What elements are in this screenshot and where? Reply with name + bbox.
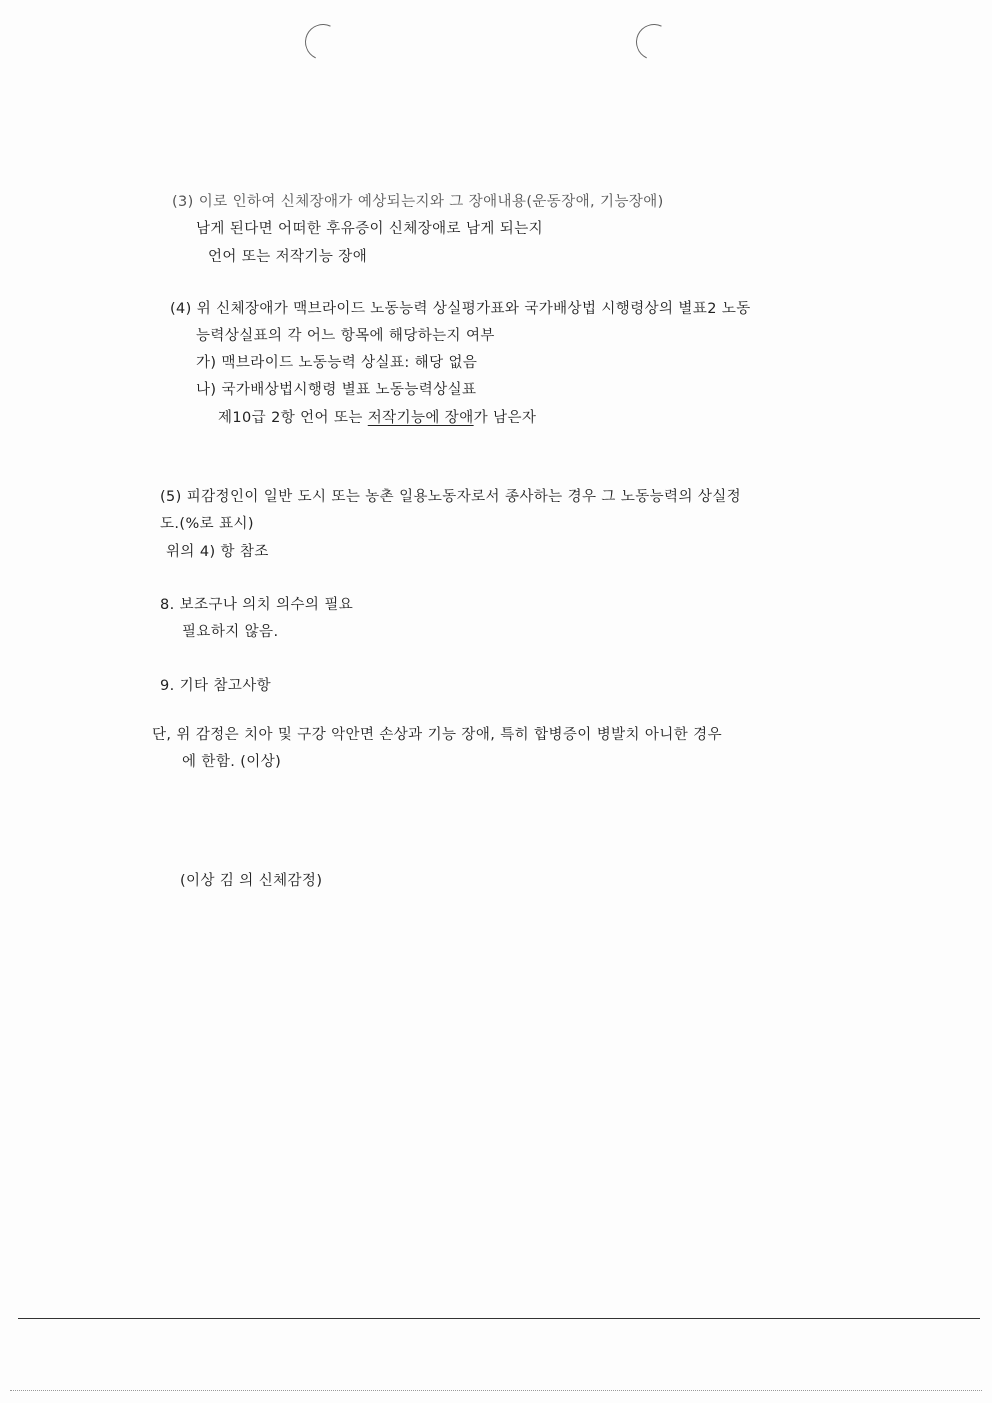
section-8-answer: 필요하지 않음.: [182, 624, 279, 640]
note-line2: 에 한함. (이상): [182, 754, 282, 770]
punch-hole-mark-right: [631, 19, 677, 65]
q4-question-line2: 능력상실표의 각 어느 항목에 해당하는지 여부: [196, 328, 495, 344]
footer-divider: [18, 1318, 980, 1319]
q4-question-line1: (4) 위 신체장애가 맥브라이드 노동능력 상실평가표와 국가배상법 시행령상의 별표2 노동: [170, 301, 751, 317]
q4-item-b-detail-prefix: 제10급 2항 언어 또는: [218, 410, 368, 426]
q3-question-line1: (3) 이로 인하여 신체장애가 예상되는지와 그 장애내용(운동장애, 기능장애): [172, 194, 664, 210]
q3-question-line2: 남게 된다면 어떠한 후유증이 신체장애로 남게 되는지: [196, 221, 544, 237]
section-9-heading: 9. 기타 참고사항: [160, 678, 272, 694]
bottom-scan-noise: [10, 1390, 982, 1391]
punch-hole-mark-left: [300, 19, 346, 65]
q4-item-b-detail-underlined: 저작기능에 장애: [367, 410, 474, 426]
q4-item-a: 가) 맥브라이드 노동능력 상실표: 해당 없음: [196, 355, 478, 371]
q5-question-line2: 도.(%로 표시): [160, 516, 254, 532]
section-8-heading: 8. 보조구나 의치 의수의 필요: [160, 597, 354, 613]
q4-item-b-detail-suffix: 가 남은자: [473, 410, 537, 426]
q3-answer: 언어 또는 저작기능 장애: [208, 249, 368, 265]
closing-statement: (이상 김 의 신체감정): [180, 873, 323, 889]
note-line1: 단, 위 감정은 치아 및 구강 악안면 손상과 기능 장애, 특히 합병증이 병발치 아니한 경우: [152, 727, 722, 743]
q5-answer: 위의 4) 항 참조: [166, 544, 269, 560]
q5-question-line1: (5) 피감정인이 일반 도시 또는 농촌 일용노동자로서 종사하는 경우 그 노동능력의 상실정: [160, 489, 742, 505]
q4-item-b: 나) 국가배상법시행령 별표 노동능력상실표: [196, 382, 477, 398]
q4-item-b-detail: [218, 408, 536, 428]
